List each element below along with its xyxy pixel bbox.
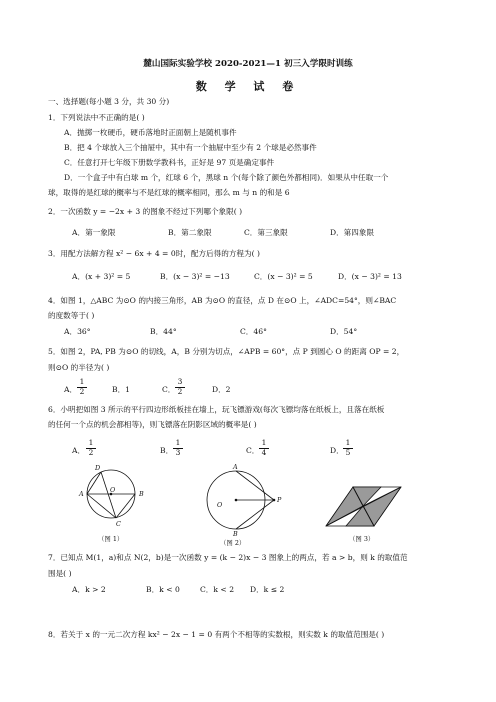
section-heading: 一、选择题(每小题 3 分，共 30 分): [48, 97, 170, 106]
q2-option-c: C．第三象限: [244, 228, 288, 237]
q1-option-b: B．把 4 个球放入三个抽屉中，其中有一个抽屉中至少有 2 个球是必然事件: [64, 143, 317, 152]
fig2-tangent-pb: [236, 500, 274, 529]
fig1-label-b: B: [139, 490, 144, 498]
q5-line1: 5．如图 2，PA, PB 为⊙O 的切线，A，B 分别为切点，∠APB = 60°，点 P 到圆心 O 的距离 OP = 2，: [48, 347, 405, 356]
fig1-caption: （图 1）: [98, 535, 124, 543]
q6-option-d-label: D．: [330, 446, 344, 455]
q8-line1: 8．若关于 x 的一元二次方程 kx² − 2x − 1 = 0 有两个不相等的实数根，则实数 k 的取值范围是( ): [48, 630, 385, 639]
fig2-label-a: A: [233, 463, 238, 471]
figure-2: [207, 471, 275, 529]
fig1-label-a: A: [79, 490, 84, 498]
fig2-label-b: B: [233, 530, 238, 538]
q3-stem: 3．用配方法解方程 x² − 6x + 4 = 0时，配方后得的方程为( ): [48, 249, 260, 258]
fig1-label-o: O: [110, 486, 116, 494]
denominator: 2: [88, 448, 94, 457]
q3-option-a: A．(x + 3)² = 5: [72, 272, 131, 281]
denominator: 3: [175, 448, 181, 457]
q1-option-a: A．抛掷一枚硬币，硬币落地时正面朝上是随机事件: [64, 128, 237, 137]
numerator: 1: [79, 377, 85, 386]
fig1-segment-dc: [101, 472, 116, 518]
figure-3: [326, 487, 401, 526]
q5-option-a-label: A．: [64, 385, 78, 394]
figure-1: [87, 470, 135, 518]
q6-option-b-label: B．: [160, 446, 174, 455]
q7-option-d: D．k ≤ 2: [250, 585, 285, 594]
denominator: 5: [345, 448, 351, 457]
numerator: 1: [175, 438, 181, 447]
q2-option-d: D．第四象限: [330, 228, 375, 237]
q2-option-b: B．第二象限: [168, 228, 212, 237]
q7-line1: 7．已知点 M(1，a)和点 N(2，b)是一次函数 y = (k − 2)x − 3 图象上的两点，若 a > b，则 k 的取值范: [48, 553, 408, 562]
q3-option-c: C．(x − 3)² = 5: [254, 272, 313, 281]
q6-line1: 6．小明把如图 3 所示的平行四边形纸板挂在墙上，玩飞镖游戏(每次飞镖均落在纸板上，且落在纸板: [48, 405, 385, 414]
q5-option-c-label: C．: [162, 385, 176, 394]
denominator: 2: [79, 387, 85, 396]
fig1-segment-da: [87, 472, 101, 494]
q7-line2: 围是( ): [48, 569, 72, 578]
fig1-label-c: C: [116, 520, 121, 528]
q4-option-b: B．44°: [150, 327, 177, 336]
fig2-point-p-dot: [273, 499, 275, 501]
denominator: 2: [177, 387, 183, 396]
q2-stem: 2．一次函数 y = −2x + 3 的图象不经过下列哪个象限( ): [48, 207, 243, 216]
fig1-label-d: D: [95, 464, 101, 472]
q1-option-d-line1: D．一个盒子中有白球 m 个，红球 6 个，黑球 n 个(每个除了颜色外都相同)．如果从中任取一个: [64, 173, 389, 182]
q3-option-d: D．(x − 3)² = 13: [338, 272, 402, 281]
denominator: 4: [261, 448, 267, 457]
q5-line2: 则⊙O 的半径为( ): [48, 363, 110, 372]
q4-option-d: D．54°: [330, 327, 358, 336]
fig2-label-p: P: [277, 496, 282, 504]
numerator: 1: [88, 438, 94, 447]
q6-line2: 的任何一个点的机会都相等)，则飞镖落在阴影区域的概率是( ): [48, 420, 257, 429]
q4-option-c: C．46°: [240, 327, 267, 336]
q4-line1: 4．如图 1，△ABC 为⊙O 的内接三角形，AB 为⊙O 的直径，点 D 在⊙O 上，∠ADC=54°，则∠BAC: [48, 296, 397, 305]
q5-option-d: D．2: [212, 385, 231, 394]
q1-stem: 1．下列说法中不正确的是( ): [48, 113, 145, 122]
q5-option-b: B．1: [112, 385, 131, 394]
q4-option-a: A．36°: [64, 327, 91, 336]
fig2-center-dot: [235, 499, 237, 501]
exam-title: 数 学 试 卷: [195, 80, 301, 93]
q4-line2: 的度数等于( ): [48, 311, 95, 320]
fig2-tangent-pa: [236, 471, 274, 500]
q6-option-a-label: A．: [72, 446, 86, 455]
fig1-segment-ac: [87, 494, 116, 518]
q1-option-c: C．任意打开七年级下册数学教科书，正好是 97 页是确定事件: [64, 158, 275, 167]
fig3-caption: （图 3）: [349, 535, 375, 543]
q2-option-a: A．第一象限: [72, 228, 116, 237]
q7-option-c: C．k < 2: [200, 585, 235, 594]
q6-option-c-label: C．: [246, 446, 260, 455]
numerator: 1: [345, 438, 351, 447]
q7-option-b: B．k < 0: [146, 585, 180, 594]
fig2-caption: （图 2）: [220, 539, 246, 547]
q7-option-a: A．k > 2: [72, 585, 106, 594]
school-title: 麓山国际实验学校 2020-2021—1 初三入学限时训练: [143, 59, 353, 69]
q3-option-b: B．(x − 3)² = −13: [160, 272, 230, 281]
numerator: 1: [261, 438, 267, 447]
fig2-label-o: O: [217, 501, 223, 509]
numerator: 3: [177, 377, 183, 386]
q1-option-d-line2: 球，取得的是红球的概率与不是红球的概率相同，那么 m 与 n 的和是 6: [48, 188, 290, 197]
